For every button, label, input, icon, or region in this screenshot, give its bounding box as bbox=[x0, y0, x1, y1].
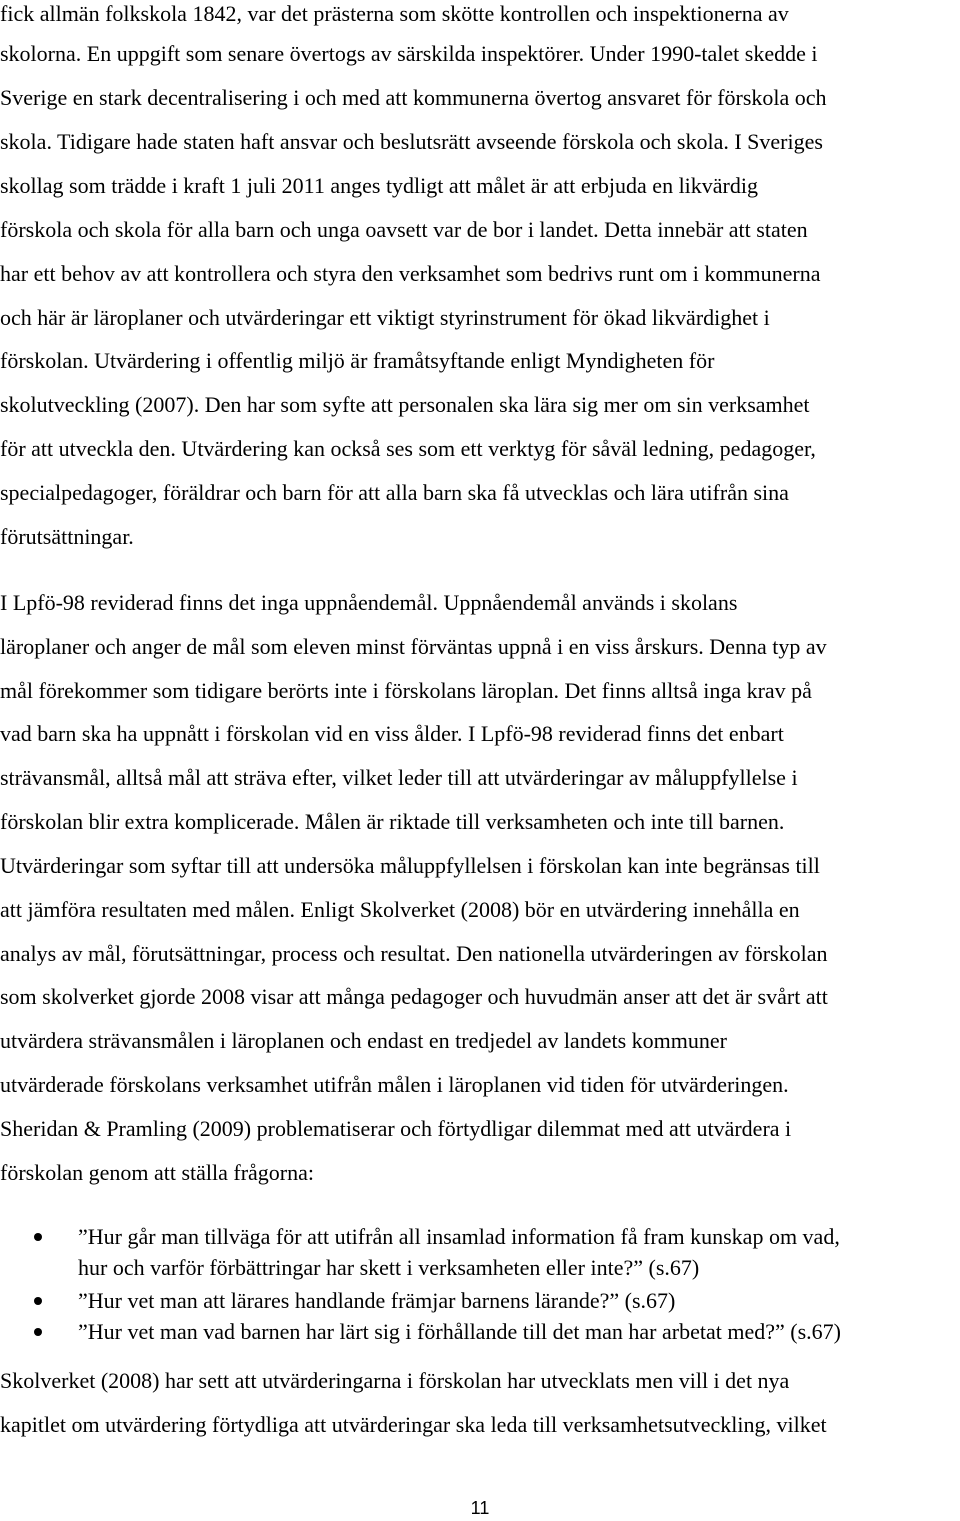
text-line: Sverige en stark decentralisering i och med att kommunerna övertog ansvaret för förskola och bbox=[0, 85, 827, 110]
text-line: specialpedagoger, föräldrar och barn för att alla barn ska få utvecklas och lära utifrån sina bbox=[0, 480, 789, 505]
text-line: har ett behov av att kontrollera och styra den verksamhet som bedrivs runt om i kommunerna bbox=[0, 261, 821, 286]
text-line: Sheridan & Pramling (2009) problematiserar och förtydligar dilemmat med att utvärdera i bbox=[0, 1116, 792, 1141]
text-line: kapitlet om utvärdering förtydliga att utvärderingar ska leda till verksamhetsutveckling, vilket bbox=[0, 1412, 827, 1437]
text-line: för att utveckla den. Utvärdering kan också ses som ett verktyg för såväl ledning, pedagoger, bbox=[0, 436, 816, 461]
list-item-text: hur och varför förbättringar har skett i verksamheten eller inte?” (s.67) bbox=[78, 1255, 700, 1280]
text-line: skollag som trädde i kraft 1 juli 2011 anges tydligt att målet är att erbjuda en likvärdig bbox=[0, 173, 758, 198]
text-line: skolutveckling (2007). Den har som syfte att personalen ska lära sig mer om sin verksamhet bbox=[0, 392, 810, 417]
text-line: att jämföra resultaten med målen. Enligt Skolverket (2008) bör en utvärdering innehålla en bbox=[0, 897, 800, 922]
text-line: förskolan. Utvärdering i offentlig miljö är framåtsyftande enligt Myndigheten för bbox=[0, 348, 715, 373]
text-line: förskolan blir extra komplicerade. Målen är riktade till verksamheten och inte till barnen. bbox=[0, 809, 785, 834]
text-line: förutsättningar. bbox=[0, 524, 134, 549]
text-line: fick allmän folkskola 1842, var det prästerna som skötte kontrollen och inspektionerna av bbox=[0, 1, 789, 26]
text-line: I Lpfö-98 reviderad finns det inga uppnåendemål. Uppnåendemål används i skolans bbox=[0, 590, 738, 615]
list-item-text: ”Hur vet man vad barnen har lärt sig i förhållande till det man har arbetat med?” (s.67) bbox=[78, 1319, 841, 1344]
text-line: och här är läroplaner och utvärderingar ett viktigt styrinstrument för ökad likvärdighet i bbox=[0, 305, 770, 330]
text-line: som skolverket gjorde 2008 visar att många pedagoger och huvudmän anser att det är svårt att bbox=[0, 984, 828, 1009]
text-line: skola. Tidigare hade staten haft ansvar och beslutsrätt avseende förskola och skola. I Sveriges bbox=[0, 129, 823, 154]
bullet-icon bbox=[34, 1297, 42, 1305]
text-line: strävansmål, alltså mål att sträva efter, vilket leder till att utvärderingar av måluppfyllelse i bbox=[0, 765, 798, 790]
text-line: utvärdera strävansmålen i läroplanen och endast en tredjedel av landets kommuner bbox=[0, 1028, 727, 1053]
bullet-icon bbox=[34, 1233, 42, 1241]
text-line: läroplaner och anger de mål som eleven minst förväntas uppnå i en viss årskurs. Denna typ av bbox=[0, 634, 827, 659]
text-line: vad barn ska ha uppnått i förskolan vid en viss ålder. I Lpfö-98 reviderad finns det enbart bbox=[0, 721, 784, 746]
list-item-text: ”Hur vet man att lärares handlande främjar barnens lärande?” (s.67) bbox=[78, 1288, 676, 1313]
text-line: Utvärderingar som syftar till att undersöka måluppfyllelsen i förskolan kan inte begränsas till bbox=[0, 853, 820, 878]
bullet-icon bbox=[34, 1328, 42, 1336]
text-line: skolorna. En uppgift som senare övertogs av särskilda inspektörer. Under 1990-talet skedde i bbox=[0, 41, 818, 66]
page-number: 11 bbox=[470, 1498, 490, 1518]
text-line: utvärderade förskolans verksamhet utifrån målen i läroplanen vid tiden för utvärderingen. bbox=[0, 1072, 789, 1097]
text-line: förskolan genom att ställa frågorna: bbox=[0, 1160, 315, 1185]
text-line: Skolverket (2008) har sett att utvärderingarna i förskolan har utvecklats men vill i det nya bbox=[0, 1368, 790, 1393]
text-line: förskola och skola för alla barn och unga oavsett var de bor i landet. Detta innebär att staten bbox=[0, 217, 808, 242]
list-item-text: ”Hur går man tillväga för att utifrån all insamlad information få fram kunskap om vad, bbox=[78, 1224, 840, 1249]
text-line: mål förekommer som tidigare berörts inte i förskolans läroplan. Det finns alltså inga krav på bbox=[0, 678, 812, 703]
text-line: analys av mål, förutsättningar, process och resultat. Den nationella utvärderingen av förskolan bbox=[0, 941, 828, 966]
